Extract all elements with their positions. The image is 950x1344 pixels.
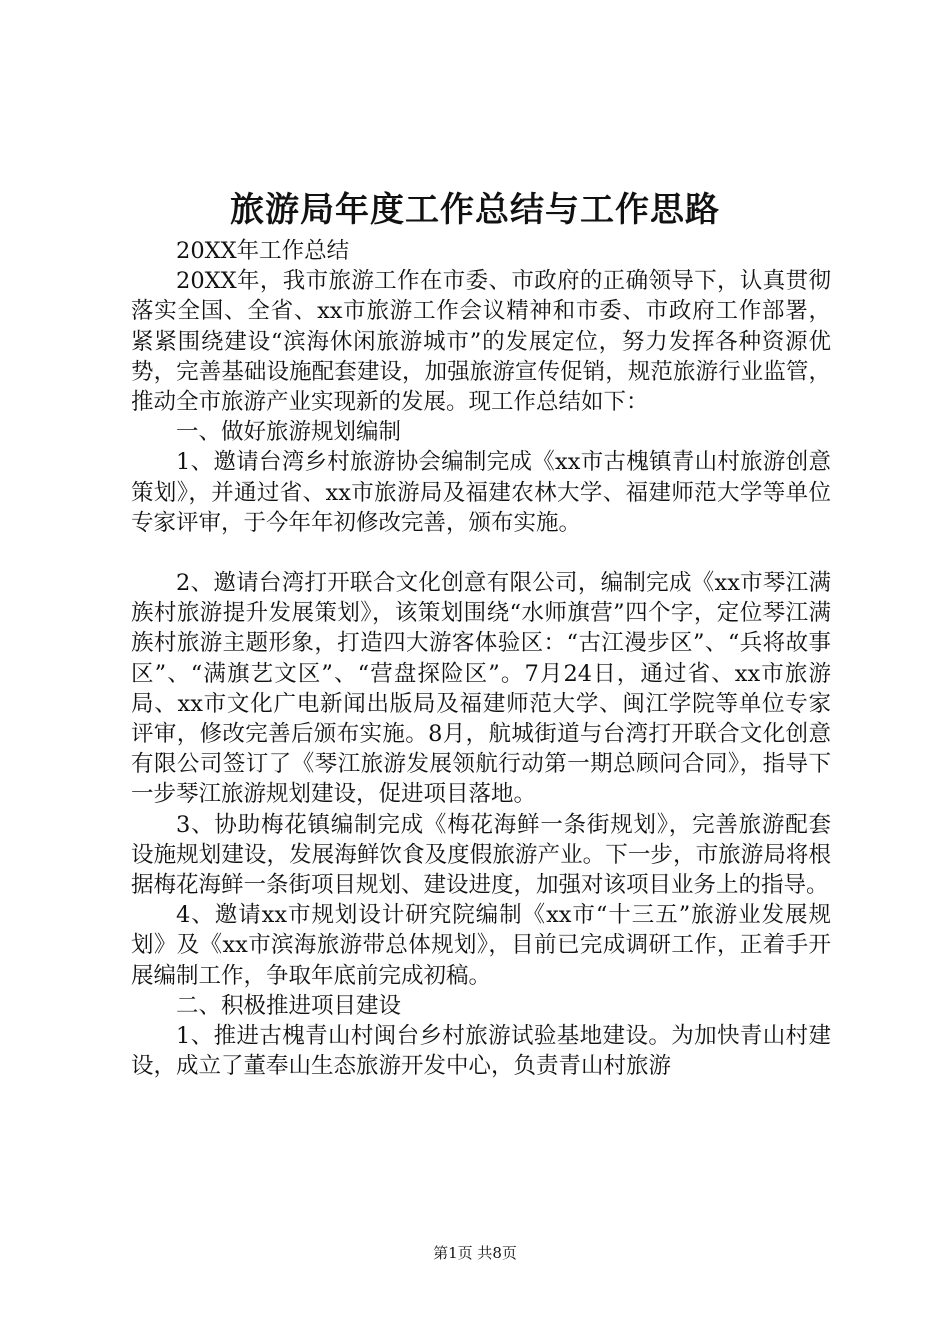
paragraph-item-3: 3、协助梅花镇编制完成《梅花海鲜一条街规划》，完善旅游配套设施规划建设，发展海鲜饮食及度假旅游产业。下一步，市旅游局将根据梅花海鲜一条街项目规划、建设进度，加强对该项目业务上的指导。 <box>131 811 831 899</box>
document-title: 旅游局年度工作总结与工作思路 <box>230 190 720 230</box>
paragraph-intro: 20XX年，我市旅游工作在市委、市政府的正确领导下，认真贯彻落实全国、全省、xx市旅游工作会议精神和市委、市政府工作部署，紧紧围绕建设“滨海休闲旅游城市”的发展定位，努力发挥各种资源优势，完善基础设施配套建设，加强旅游宣传促销，规范旅游行业监管，推动全市旅游产业实现新的发展。现工作总结如下： <box>131 268 831 416</box>
paragraph-project-1: 1、推进古槐青山村闽台乡村旅游试验基地建设。为加快青山村建设，成立了董奉山生态旅游开发中心，负责青山村旅游 <box>131 1023 831 1080</box>
paragraph-summary-heading: 20XX年工作总结 <box>176 238 350 264</box>
paragraph-item-1: 1、邀请台湾乡村旅游协会编制完成《xx市古槐镇青山村旅游创意策划》，并通过省、xx市旅游局及福建农林大学、福建师范大学等单位专家评审，于今年年初修改完善，颁布实施。 <box>131 449 831 536</box>
document-body <box>131 236 831 1081</box>
page-number-footer: 第1页 共8页 <box>433 1244 517 1262</box>
paragraph-item-4: 4、邀请xx市规划设计研究院编制《xx市“十三五”旅游业发展规划》及《xx市滨海旅游带总体规划》，目前已完成调研工作，正着手开展编制工作，争取年底前完成初稿。 <box>131 902 831 989</box>
section-heading-projects: 二、积极推进项目建设 <box>176 992 402 1019</box>
paragraph-item-2: 2、邀请台湾打开联合文化创意有限公司，编制完成《xx市琴江满族村旅游提升发展策划》，该策划围绕“水师旗营”四个字，定位琴江满族村旅游主题形象，打造四大游客体验区：“古江漫步区”、“兵将故事区”、“满旗艺文区”、“营盘探险区”。7月24日，通过省、xx市旅游局、xx市文化广电新闻出版局及福建师范大学、闽江学院等单位专家评审，修改完善后颁布实施。8月，航城街道与台湾打开联合文化创意有限公司签订了《琴江旅游发展领航行动第一期总顾问合同》，指导下一步琴江旅游规划建设，促进项目落地。 <box>131 570 831 808</box>
section-heading-planning: 一、做好旅游规划编制 <box>176 419 402 446</box>
